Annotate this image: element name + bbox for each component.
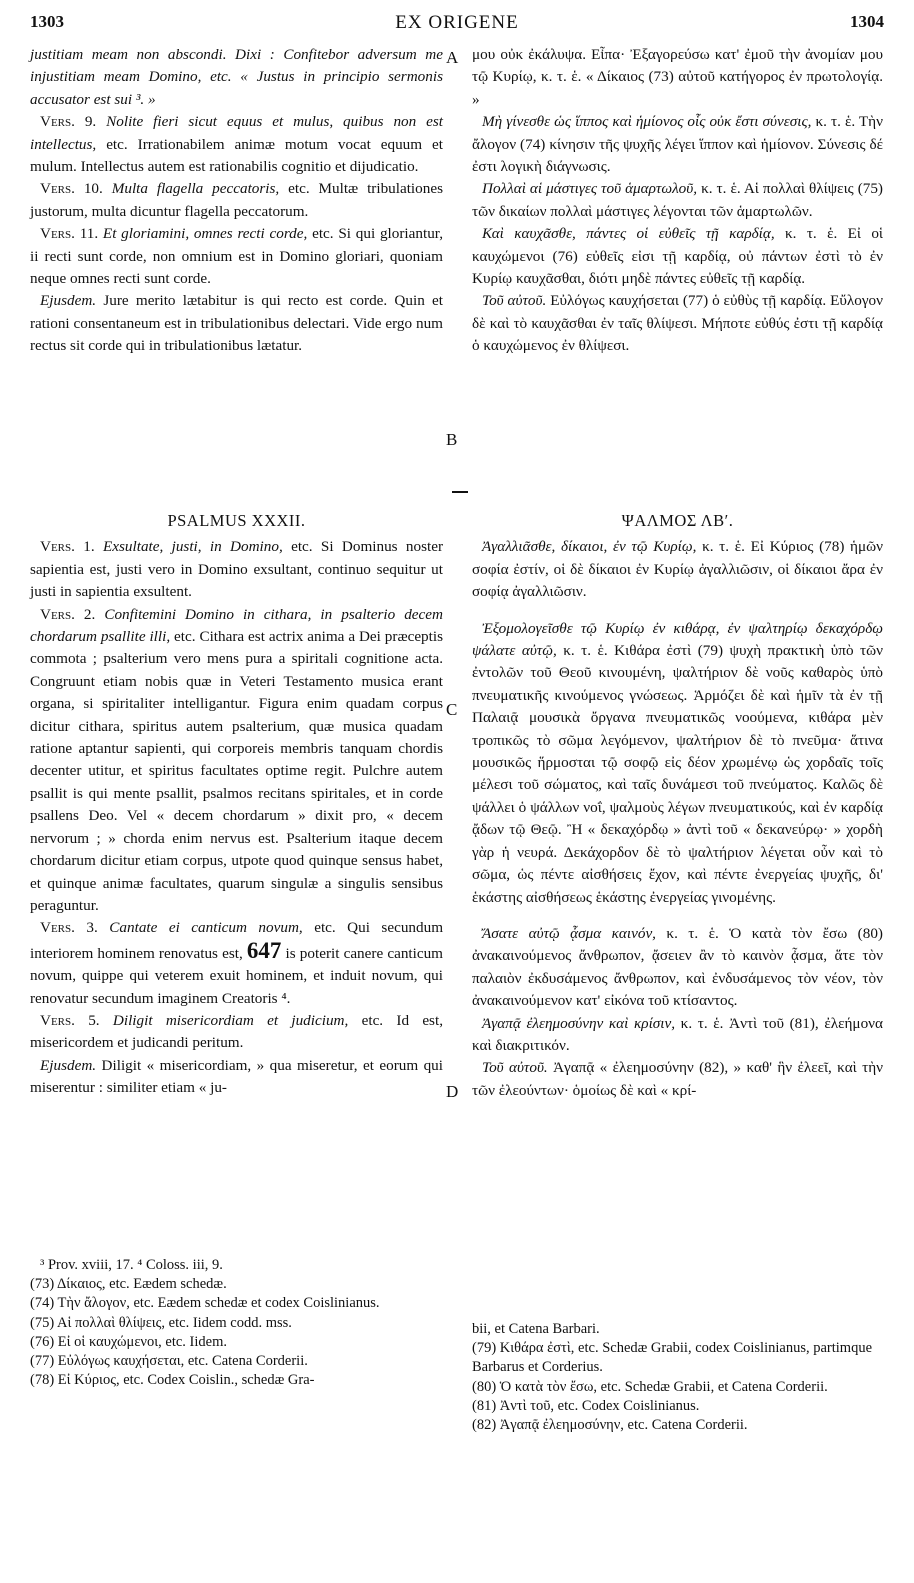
section-marker-d: D: [446, 1082, 459, 1101]
footnote: bii, et Catena Barbari.: [472, 1321, 600, 1337]
page-header: [30, 12, 884, 38]
latin-verse-9: Vers. 9. Nolite fieri sicut equus et mulus, quibus non est intellectus, etc. Irrationabilem animæ motum vocat equum et mulum. Intellectus autem est rationabilis cognitio et dijudicatio.: [30, 113, 444, 176]
psalm-title-greek: ΨΑΛΜΟΣ ΛΒʹ.: [621, 511, 734, 530]
latin-verse-10: Vers. 10. Multa flagella peccatoris, etc. Multæ tribulationes justorum, multa dicuntur flagella peccatorum.: [30, 180, 443, 220]
section-marker-b: B: [446, 430, 458, 449]
running-title: EX ORIGENE: [395, 12, 519, 33]
greek-ejusdem-1: Τοῦ αὐτοῦ. Εὐλόγως καυχήσεται (77) ὁ εὐθὺς τῇ καρδίᾳ. Εὔλογον δὲ καὶ τὸ καυχᾶσθαι ἐν ταῖς θλίψεσι. Μήποτε εὐθύς ἐστι τῇ καρδίᾳ ὁ καυχώμενος ἐν θλίψεσι.: [472, 292, 883, 355]
greek-verse-11: Καὶ καυχᾶσθε, πάντες οἱ εὐθεῖς τῇ καρδίᾳ, κ. τ. ἑ. Εἰ οἱ καυχώμενοι (76) εὐθεῖς εἰσι τῇ καρδίᾳ, οὐ πάντων ἐστὶ τὸ ἐν Κυρίῳ καυχᾶσθαι, διότι μηδὲ πάντες εὐθεῖς τῇ καρδίᾳ.: [472, 225, 883, 288]
footnote: (80) Ὁ κατὰ τὸν ἔσω, etc. Schedæ Grabii, et Catena Corderii.: [472, 1378, 828, 1395]
page-number-left: 1303: [30, 12, 64, 31]
greek-paragraph: μου οὐκ ἐκάλυψα. Εἶπα· Ἐξαγορεύσω κατ' ἐμοῦ τὴν ἀνομίαν μου τῷ Κυρίῳ, κ. τ. ἑ. « Δίκαιος (73) αὐτοῦ κατήγορος ἐν πρωτολογίᾳ. »: [472, 46, 883, 108]
page-number-right: 1304: [850, 12, 884, 31]
greek-p32-verse-3: Ἄσατε αὐτῷ ᾆσμα καινόν, κ. τ. ἑ. Ὁ κατὰ τὸν ἔσω (80) ἀνακαινούμενος ἄνθρωπον, ᾄσειεν ἂν τὸ καινὸν ᾆσμα, ἅτε τὸν παλαιὸν ἐκδυσάμενος ἄνθρωπον, καὶ ἐνδυσάμενος τὸν νέον, τὸν ἀνακαινούμενον κατ' εἰκόνα τοῦ κτίσαντος.: [472, 924, 883, 1010]
column-number: 647: [246, 937, 282, 963]
latin-ejusdem-1: Ejusdem. Jure merito lætabitur is qui recto est corde. Quin et rationi consentaneum est in tribulationibus delectari. Vide ergo num rectus sit corde qui in tribulationibus lætatur.: [30, 292, 444, 355]
footnote: (74) Τὴν ἄλογον, etc. Eædem schedæ et codex Coislinianus.: [30, 1295, 380, 1312]
footnote: (77) Εὐλόγως καυχήσεται, etc. Catena Corderii.: [30, 1353, 308, 1370]
footnote: (76) Εἰ οἱ καυχώμενοι, etc. Iidem.: [30, 1333, 227, 1350]
greek-p32-verse-2: Ἐξομολογεῖσθε τῷ Κυρίῳ ἐν κιθάρᾳ, ἐν ψαλτηρίῳ δεκαχόρδῳ ψάλατε αὐτῷ, κ. τ. ἑ. Κιθάρα ἐστὶ (79) ψυχὴ πρακτικὴ ὑπὸ τῶν ἐντολῶν τοῦ Θεοῦ κινουμένη, ψαλτήριον δὲ νοῦς καθαρὸς ὑπὸ πνευματικῆς κινούμενος γνώσεως. Ἁρμόζει δὲ καὶ ἡμῖν τὰ ἐν τῇ Παλαιᾷ μουσικὰ ὄργανα πνευματικῶς νοούμενα, κιθάρα μὲν τροπικῶς τὸ σῶμα λεγόμενον, ψαλτήριον δὲ τὸ πνεῦμα· ἅτινα μουσικῶς ἥρμοσται τῷ σοφῷ εἰς δέον χρωμένῳ ὡς χορδαῖς τοῖς μέλεσι τοῦ σώματος, καὶ ταῖς δυνάμεσι τοῦ πνεύματος. Καλῶς δὲ ψάλλει ὁ ψάλλων νοΐ, ψαλμοὺς λέγων πνευματικούς, καὶ ἐν καρδίᾳ ᾄδων τῷ Θεῷ. Ἢ « δεκαχόρδῳ » ἀντὶ τοῦ « δεκανεύρῳ· » χορδὴ γὰρ ἡ νευρά. Δεκάχορδον δὲ τὸ ψαλτήριον λέγεται οὖν καὶ τὸ σῶμα, ὡς πέντε αἰσθήσεις ἔχον, καὶ πέντε ἐνεργείας ψυχῆς, δι' ἑκάστης αἰσθήσεως ἑκάστης ἐνεργείας γινομένης.: [472, 619, 883, 906]
latin-p32-verse-3: Vers. 3. Cantate ei canticum novum, etc. Qui secundum interiorem hominem renovatus est, 647 is poterit canere canticum novum, quippe qui veterem exuit hominem, et induit novum, qui renovatur secundum imaginem Creatoris ⁴.: [30, 919, 444, 1007]
footnote: (73) Δίκαιος, etc. Eædem schedæ.: [30, 1276, 227, 1293]
footnotes-left: [30, 1256, 443, 1390]
greek-p32-verse-1: Ἀγαλλιᾶσθε, δίκαιοι, ἐν τῷ Κυρίῳ, κ. τ. ἑ. Εἰ Κύριος (78) ἡμῶν σοφία ἐστίν, οἱ δὲ δίκαιοι ἐν Κυρίῳ ἀγαλλιῶσιν, οἱ δίκαιοι ἄρα ἐν σοφίᾳ ἀγαλλιῶσιν.: [472, 538, 883, 601]
greek-ejusdem-2: Τοῦ αὐτοῦ. Ἀγαπᾷ « ἐλεημοσύνην (82), » καθ' ἣν ἐλεεῖ, καὶ τὴν τῶν ἐλεούντων· ὁμοίως δὲ καὶ « κρί-: [472, 1059, 883, 1099]
footnotes-right: [472, 1320, 883, 1435]
section-marker-a: A: [446, 48, 459, 67]
greek-verse-9: Μὴ γίνεσθε ὡς ἵππος καὶ ἡμίονος οἷς οὐκ ἔστι σύνεσις, κ. τ. ἑ. Τὴν ἄλογον (74) κίνησιν τῆς ψυχῆς λέγει ἵππον καὶ ἡμίονον. Σύνεσις δέ ἐστι λογικὴ διάγνωσις.: [472, 113, 883, 176]
latin-p32-verse-1: Vers. 1. Exsultate, justi, in Domino, etc. Si Dominus noster sapientia est, justi vero in Domino exsultant, continuo sequitur ut justi in sapientia exsultent.: [30, 538, 444, 601]
latin-paragraph: justitiam meam non abscondi. Dixi : Confitebor adversum me injustitiam meam Domino, etc. « Justus in principio sermonis accusator est sui ³. »: [30, 46, 443, 108]
greek-p32-verse-5: Ἀγαπᾷ ἐλεημοσύνην καὶ κρίσιν, κ. τ. ἑ. Ἀντὶ τοῦ (81), ἐλεήμονα καὶ διακριτικόν.: [472, 1014, 883, 1054]
footnote: ³ Prov. xviii, 17. ⁴ Coloss. iii, 9.: [40, 1257, 223, 1273]
psalm-title-latin: PSALMUS XXXII.: [167, 511, 306, 530]
greek-column-top: [472, 44, 883, 358]
latin-p32-verse-5: Vers. 5. Diligit misericordiam et judicium, etc. Id est, misericordem et judicandi peritum.: [30, 1011, 443, 1052]
footnote: (82) Ἀγαπᾷ ἐλεημοσύνην, etc. Catena Corderii.: [472, 1417, 748, 1434]
greek-column-psalm: [472, 510, 883, 1102]
latin-column-top: [30, 44, 443, 358]
footnote: (75) Αἱ πολλαὶ θλίψεις, etc. Iidem codd. mss.: [30, 1314, 292, 1331]
footnote: (81) Ἀντὶ τοῦ, etc. Codex Coislinianus.: [472, 1397, 700, 1414]
greek-verse-10: Πολλαὶ αἱ μάστιγες τοῦ ἁμαρτωλοῦ, κ. τ. ἑ. Αἱ πολλαὶ θλίψεις (75) τῶν δικαίων πολλαὶ μάστιγες λέγονται τῶν ἁμαρτωλῶν.: [472, 180, 883, 220]
section-marker-c: C: [446, 700, 458, 719]
latin-verse-11: Vers. 11. Et gloriamini, omnes recti corde, etc. Si qui gloriantur, ii recti sunt corde, non omnium est in Domino gloriari, quoniam neque omnes recti sunt corde.: [30, 225, 444, 288]
latin-column-psalm: [30, 510, 443, 1100]
footnote: (79) Κιθάρα ἐστὶ, etc. Schedæ Grabii, codex Coislinianus, partimque Barbarus et Corderius.: [472, 1340, 873, 1376]
column-divider-dash: [452, 491, 468, 493]
footnote: (78) Εἰ Κύριος, etc. Codex Coislin., schedæ Gra-: [30, 1372, 315, 1389]
latin-ejusdem-2: Ejusdem. Diligit « misericordiam, » qua miseretur, et eorum qui miserentur : similiter etiam « ju-: [30, 1056, 443, 1097]
latin-p32-verse-2: Vers. 2. Confitemini Domino in cithara, in psalterio decem chordarum psallite illi, etc. Cithara est actrix anima a Dei præceptis commota ; psalterium vero mens pura a spiritali cognitione acta. Congruunt etiam nobis quæ in Veteri Testamento musica erant organa, si spiritaliter intelligantur. Figura enim quadam corpus dicitur cithara, spiritus autem psalterium, quæ musica quadam ratione aptantur sapienti, qui corporeis membris tanquam chordis decenter utitur, et spiritus facultates optime regit. Pulchre autem psallit is qui mente psallit, psalmos recitans spiritales, et in corde psallens Deo. Vel « decem chordarum » dixit pro, « decem nervorum ; » chorda enim nervus est. Psalterium itaque decem chordarum dicitur etiam corpus, utpote quod quinque sensus habet, et quinque animæ facultates, quarum singulæ a singulis sensibus peraguntur.: [30, 605, 443, 914]
